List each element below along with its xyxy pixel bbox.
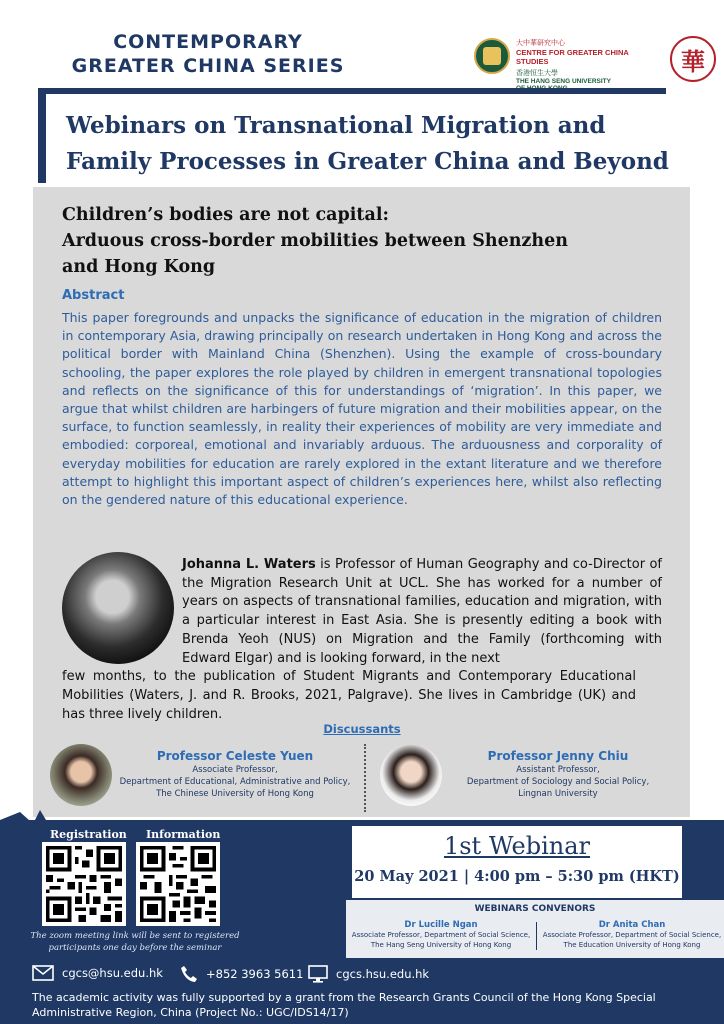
contact-email[interactable] — [32, 965, 163, 981]
discussant-1-name: Professor Celeste Yuen — [156, 749, 314, 763]
series-line-1: CONTEMPORARY — [113, 31, 303, 53]
email-text: cgcs@hsu.edu.hk — [62, 966, 163, 980]
convenor-2 — [540, 920, 724, 950]
contact-phone[interactable] — [180, 965, 303, 983]
discussant-2-org: Lingnan University — [518, 789, 598, 799]
convenors-divider — [536, 922, 537, 950]
speaker-bio-part-1: is Professor of Human Geography and co-Director of the Migration Research Unit at UCL. She has worked for a number of years on aspects of transnational families, education and migration, with a particular interest in East Asia. She is presently editing a book with Brenda Yeoh (NUS) on Migration and the Family (forthcoming with Edward Elgar) and is looking forward, in the next — [182, 557, 662, 666]
convenor-2-line-1: Associate Professor, Department of Social Science, — [542, 931, 722, 939]
zoom-note-line-1: The zoom meeting link will be sent to registered — [30, 931, 240, 941]
mail-icon — [32, 965, 54, 981]
convenors-heading: WEBINARS CONVENORS — [474, 904, 596, 914]
webinar-number: 1st Webinar — [443, 832, 591, 860]
discussant-2-title: Assistant Professor, — [516, 765, 600, 775]
convenor-2-name: Dr Anita Chan — [598, 920, 666, 930]
logo-en-university: THE HANG SENG UNIVERSITY — [516, 78, 611, 85]
logo-zh-centre: 大中華研究中心 — [516, 40, 565, 47]
speaker-name: Johanna L. Waters — [182, 557, 316, 572]
webinar-title-line-2: Family Processes in Greater China and Beyond — [66, 148, 669, 175]
funding-acknowledgement: The academic activity was fully supported by a grant from the Research Grants Council of the Hong Kong Special Administrative Region, China (Project No.: UGC/IDS14/17) — [32, 991, 656, 1019]
series-line-2: GREATER CHINA SERIES — [71, 55, 345, 77]
contact-website[interactable] — [308, 965, 429, 983]
convenor-1 — [348, 920, 534, 950]
zoom-link-note — [30, 930, 240, 954]
phone-icon — [180, 965, 198, 983]
phone-text: +852 3963 5611 — [206, 967, 304, 981]
webinar-title-line-1: Webinars on Transnational Migration and — [66, 112, 606, 139]
logo-zh-university: 香港恒生大學 — [516, 70, 558, 77]
talk-title-line-3: and Hong Kong — [62, 257, 216, 277]
talk-title-line-1: Children’s bodies are not capital: — [62, 205, 389, 225]
talk-title-line-2: Arduous cross-border mobilities between Shenzhen — [62, 231, 568, 251]
talk-title — [62, 202, 662, 280]
speaker-bio-part-2: few months, to the publication of Student Migrants and Contemporary Educational Mobilities (Waters, J. and R. Brooks, 2021, Palgrave). She lives in Cambridge (UK) and has three lively children. — [62, 669, 636, 722]
abstract-heading: Abstract — [62, 288, 125, 303]
title-bar-top — [38, 88, 666, 94]
discussant-2-name: Professor Jenny Chiu — [487, 749, 629, 763]
seal-char: 華 — [681, 46, 705, 76]
discussant-1-title: Associate Professor, — [192, 765, 278, 775]
abstract-text: This paper foregrounds and unpacks the significance of education in the migration of children in contemporary Asia, drawing principally on research undertaken in Hong Kong and across the political border with Mainland China (Shenzhen). Using the example of cross-boundary schooling, the paper explores the role played by children in emergent transnational topologies and reflects on the significance of this for understandings of ‘migration’. In this paper, we argue that whilst children are harbingers of future migration and their mobilities appear, on the surface, to function seamlessly, in reality their experiences of mobility are very immediate and embodied: corporeal, emotional and invariably arduous. The arduousness and corporality of everyday mobilities for education are rarely explored in the extant literature and we therefore attempt to highlight this important aspect of children’s experiences here, whilst also reflecting on the gendered nature of this educational experience. — [62, 310, 662, 508]
webinar-datetime: 20 May 2021 | 4:00 pm – 5:30 pm (HKT) — [354, 868, 680, 885]
information-qr-code[interactable] — [136, 842, 220, 926]
zoom-note-line-2: participants one day before the seminar — [48, 943, 222, 953]
registration-label: Registration — [50, 828, 127, 841]
information-label: Information — [146, 828, 221, 841]
convenor-1-line-2: The Hang Seng University of Hong Kong — [370, 941, 512, 949]
discussants-label: Discussants — [323, 722, 401, 736]
registration-qr-code[interactable] — [42, 842, 126, 926]
discussant-1-dept: Department of Educational, Administrative and Policy, — [119, 777, 351, 787]
series-title — [48, 30, 368, 78]
speaker-bio — [62, 556, 662, 724]
logo-en-centre: CENTRE FOR GREATER CHINA STUDIES — [516, 48, 629, 66]
discussant-2-dept: Department of Sociology and Social Policy, — [466, 777, 650, 787]
website-text: cgcs.hsu.edu.hk — [336, 967, 430, 981]
seal-logo-icon — [670, 36, 716, 82]
discussant-1-org: The Chinese University of Hong Kong — [156, 789, 314, 799]
webinar-series-title — [66, 108, 696, 180]
convenor-1-line-1: Associate Professor, Department of Social Science, — [351, 931, 531, 939]
title-bar-left — [38, 88, 46, 183]
monitor-icon — [308, 965, 328, 983]
convenor-2-line-2: The Education University of Hong Kong — [563, 941, 701, 949]
cgcs-logo-icon — [474, 38, 510, 74]
cgcs-logo-text — [516, 38, 656, 92]
convenor-1-name: Dr Lucille Ngan — [404, 920, 478, 930]
